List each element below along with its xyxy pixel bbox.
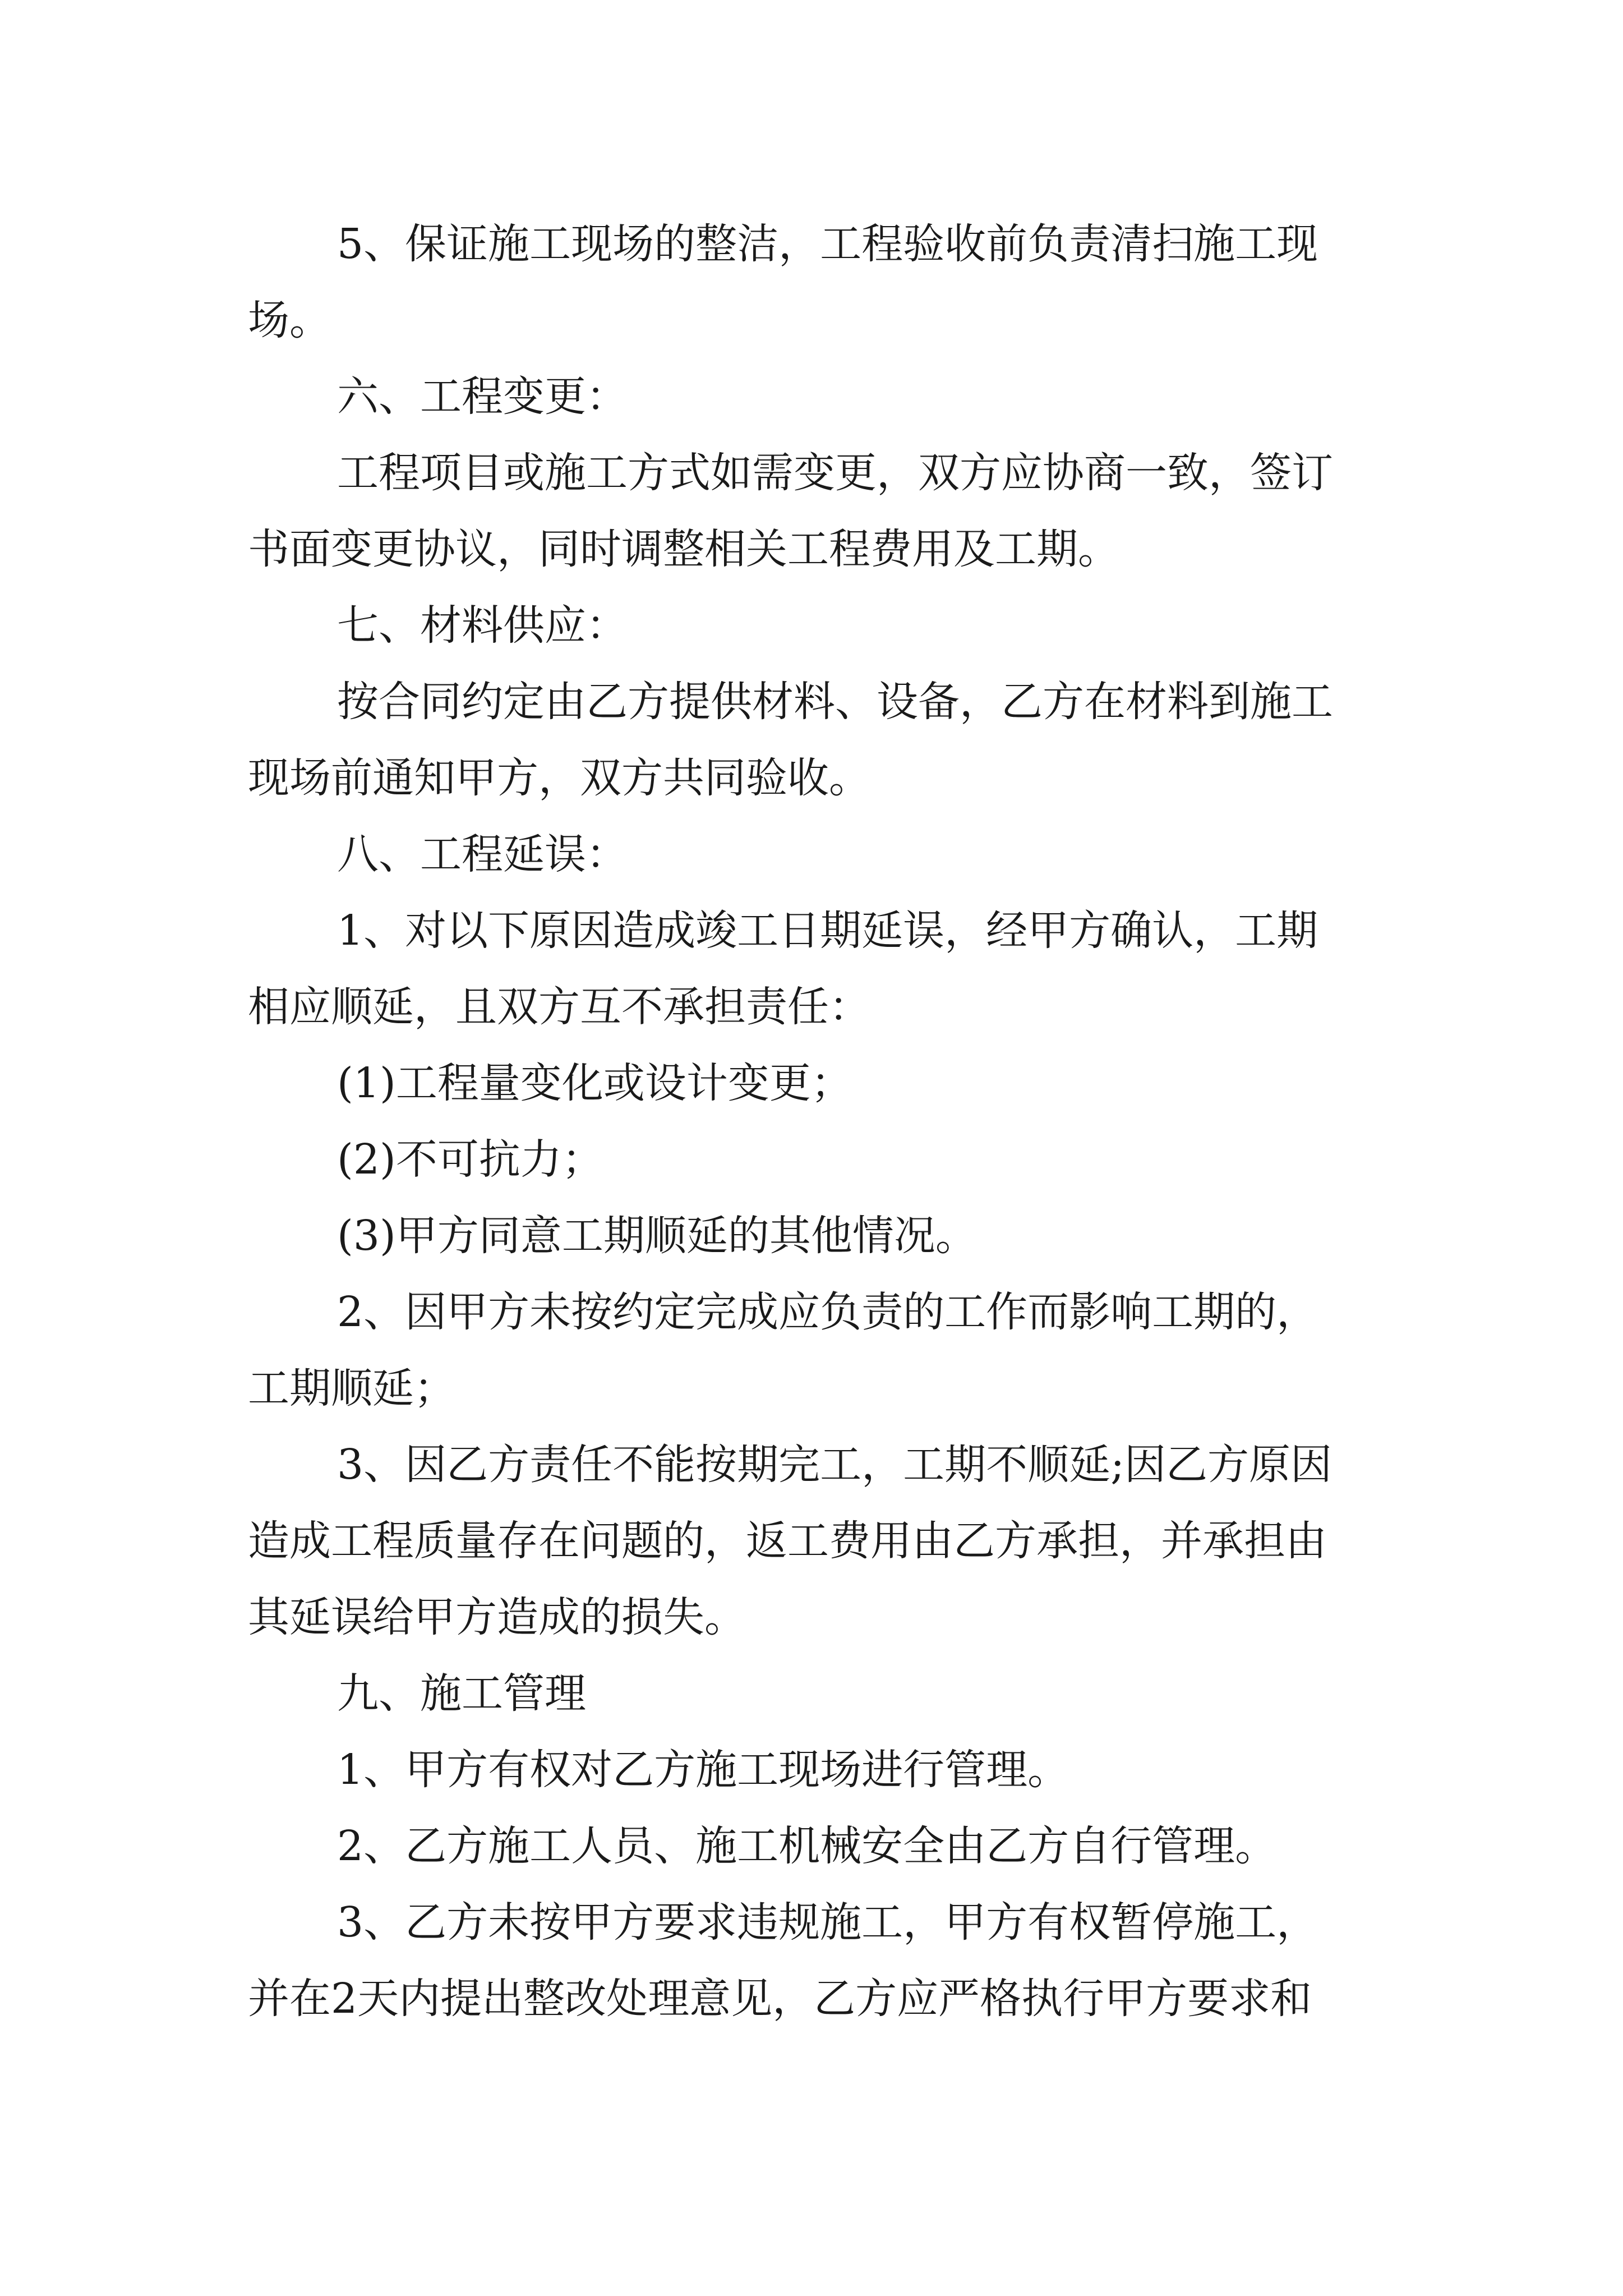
text-line: 造成工程质量存在问题的，返工费用由乙方承担，并承担由 (248, 1517, 1327, 1565)
text-line: 场。 (248, 296, 331, 344)
text-line: (1)工程量变化或设计变更； (337, 1059, 852, 1107)
section-heading: 六、工程变更： (337, 372, 628, 421)
text-line: 按合同约定由乙方提供材料、设备，乙方在材料到施工 (337, 678, 1333, 726)
section-heading: 八、工程延误： (337, 830, 628, 878)
text-line: 2、乙方施工人员、施工机械安全由乙方自行管理。 (337, 1822, 1277, 1870)
text-line: 5、保证施工现场的整洁，工程验收前负责清扫施工现 (337, 220, 1318, 268)
text-line: 其延误给甲方造成的损失。 (248, 1593, 746, 1641)
text-line: 2、因甲方未按约定完成应负责的工作而影响工期的， (337, 1288, 1318, 1336)
text-line: 1、对以下原因造成竣工日期延误，经甲方确认，工期 (337, 907, 1318, 955)
text-line: 3、乙方未按甲方要求违规施工，甲方有权暂停施工， (337, 1898, 1318, 1947)
text-line: 1、甲方有权对乙方施工现场进行管理。 (337, 1746, 1069, 1794)
text-line: 工程项目或施工方式如需变更，双方应协商一致，签订 (337, 449, 1333, 497)
text-line: 书面变更协议，同时调整相关工程费用及工期。 (248, 525, 1119, 573)
text-line: (3)甲方同意工期顺延的其他情况。 (337, 1212, 977, 1260)
text-line: 3、因乙方责任不能按期完工，工期不顺延;因乙方原因 (337, 1441, 1332, 1489)
text-line: (2)不可抗力； (337, 1135, 603, 1184)
text-line: 相应顺延，且双方互不承担责任： (248, 983, 870, 1031)
text-line: 现场前通知甲方，双方共同验收。 (248, 754, 870, 802)
section-heading: 七、材料供应： (337, 601, 628, 650)
text-line: 并在2天内提出整改处理意见，乙方应严格执行甲方要求和 (248, 1975, 1312, 2023)
text-line: 工期顺延； (248, 1364, 455, 1412)
section-heading: 九、施工管理 (337, 1669, 586, 1718)
